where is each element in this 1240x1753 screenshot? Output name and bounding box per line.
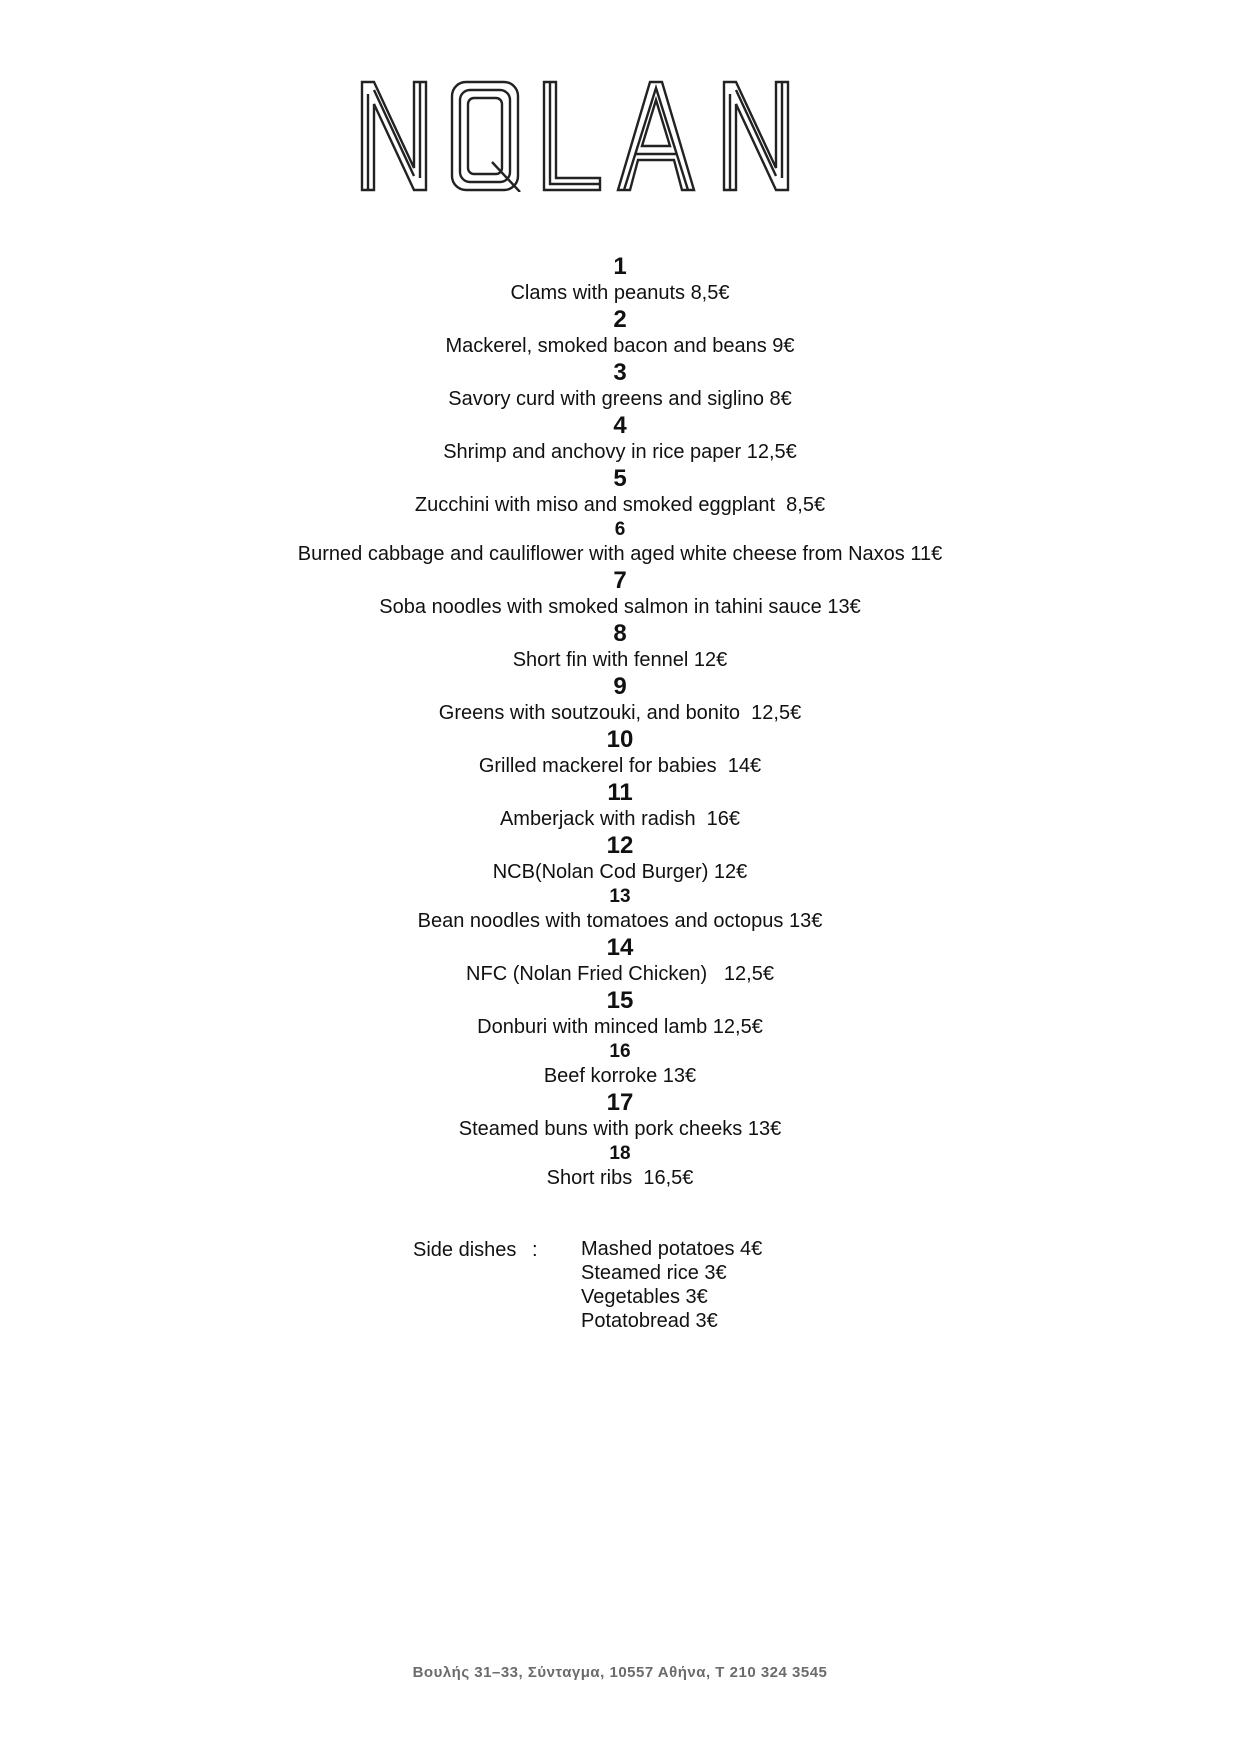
menu-item	[0, 519, 1240, 568]
side-dishes-list	[581, 1237, 841, 1333]
menu-item-text: Bean noodles with tomatoes and octopus 13€	[417, 910, 823, 932]
menu-item	[0, 1041, 1240, 1090]
menu-item-number: 1	[613, 253, 627, 280]
logo-letter-n-2	[724, 82, 788, 190]
menu-item	[0, 466, 1240, 519]
menu-item-text: NCB(Nolan Cod Burger) 12€	[492, 861, 748, 883]
menu-item-text: NFC (Nolan Fried Chicken) 12,5€	[466, 963, 774, 985]
menu-item-text: Beef korroke 13€	[543, 1065, 697, 1087]
menu-item-number: 5	[613, 465, 627, 492]
menu-item-number: 4	[613, 412, 627, 439]
menu-item	[0, 780, 1240, 833]
menu-item-number: 6	[614, 519, 626, 540]
menu-item	[0, 1090, 1240, 1143]
menu-item	[0, 254, 1240, 307]
menu-item-text: Greens with soutzouki, and bonito 12,5€	[438, 702, 802, 724]
menu-list	[0, 254, 1240, 1192]
menu-item-number: 13	[609, 886, 631, 907]
logo-letter-a	[618, 82, 694, 190]
logo-letter-n	[362, 82, 426, 190]
side-dish-item: Steamed rice 3€	[581, 1262, 727, 1284]
menu-item-number: 12	[606, 832, 634, 859]
menu-item	[0, 833, 1240, 886]
menu-item-number: 11	[607, 779, 633, 806]
menu-item-number: 3	[613, 359, 627, 386]
menu-item	[0, 568, 1240, 621]
menu-item-text: Donburi with minced lamb 12,5€	[477, 1016, 763, 1038]
menu-item-number: 7	[613, 567, 627, 594]
logo-text: NOLAN	[360, 80, 364, 81]
menu-item-text: Burned cabbage and cauliflower with aged white cheese from Naxos 11€	[297, 543, 943, 565]
menu-item-text: Soba noodles with smoked salmon in tahini sauce 13€	[379, 596, 861, 618]
menu-item	[0, 674, 1240, 727]
side-dish-item: Potatobread 3€	[581, 1310, 718, 1332]
menu-item-number: 2	[613, 306, 627, 333]
menu-item	[0, 621, 1240, 674]
logo-letter-o	[452, 82, 520, 192]
menu-item	[0, 307, 1240, 360]
menu-item-text: Grilled mackerel for babies 14€	[478, 755, 762, 777]
menu-item-number: 8	[613, 620, 627, 647]
logo-letter-l	[544, 82, 600, 190]
footer-address: Βουλής 31–33, Σύνταγμα, 10557 Αθήνα, T 210 324 3545	[412, 1664, 828, 1681]
menu-item	[0, 886, 1240, 935]
menu-item-number: 17	[606, 1089, 634, 1116]
menu-item-text: Amberjack with radish 16€	[499, 808, 741, 830]
menu-item	[0, 1143, 1240, 1192]
menu-item-number: 18	[609, 1143, 631, 1164]
menu-item-text: Steamed buns with pork cheeks 13€	[458, 1118, 782, 1140]
menu-item-number: 9	[613, 673, 627, 700]
side-dishes-colon: :	[532, 1239, 538, 1261]
menu-item-text: Clams with peanuts 8,5€	[510, 282, 730, 304]
nolan-logo	[360, 80, 796, 192]
menu-item-text: Shrimp and anchovy in rice paper 12,5€	[443, 441, 797, 463]
side-dishes-label: Side dishes	[413, 1239, 517, 1261]
menu-item-number: 14	[606, 934, 634, 961]
menu-item-text: Savory curd with greens and siglino 8€	[448, 388, 792, 410]
menu-item	[0, 413, 1240, 466]
menu-item-number: 15	[606, 987, 634, 1014]
menu-item-text: Zucchini with miso and smoked eggplant 8,5€	[414, 494, 826, 516]
menu-item-text: Mackerel, smoked bacon and beans 9€	[445, 335, 795, 357]
menu-item	[0, 360, 1240, 413]
menu-item-number: 16	[609, 1041, 631, 1062]
menu-item	[0, 727, 1240, 780]
menu-item-number: 10	[606, 726, 634, 753]
menu-item	[0, 988, 1240, 1041]
menu-item-text: Short fin with fennel 12€	[512, 649, 728, 671]
menu-item-text: Short ribs 16,5€	[546, 1167, 694, 1189]
side-dish-item: Vegetables 3€	[581, 1286, 708, 1308]
side-dish-item: Mashed potatoes 4€	[581, 1238, 763, 1260]
menu-item	[0, 935, 1240, 988]
